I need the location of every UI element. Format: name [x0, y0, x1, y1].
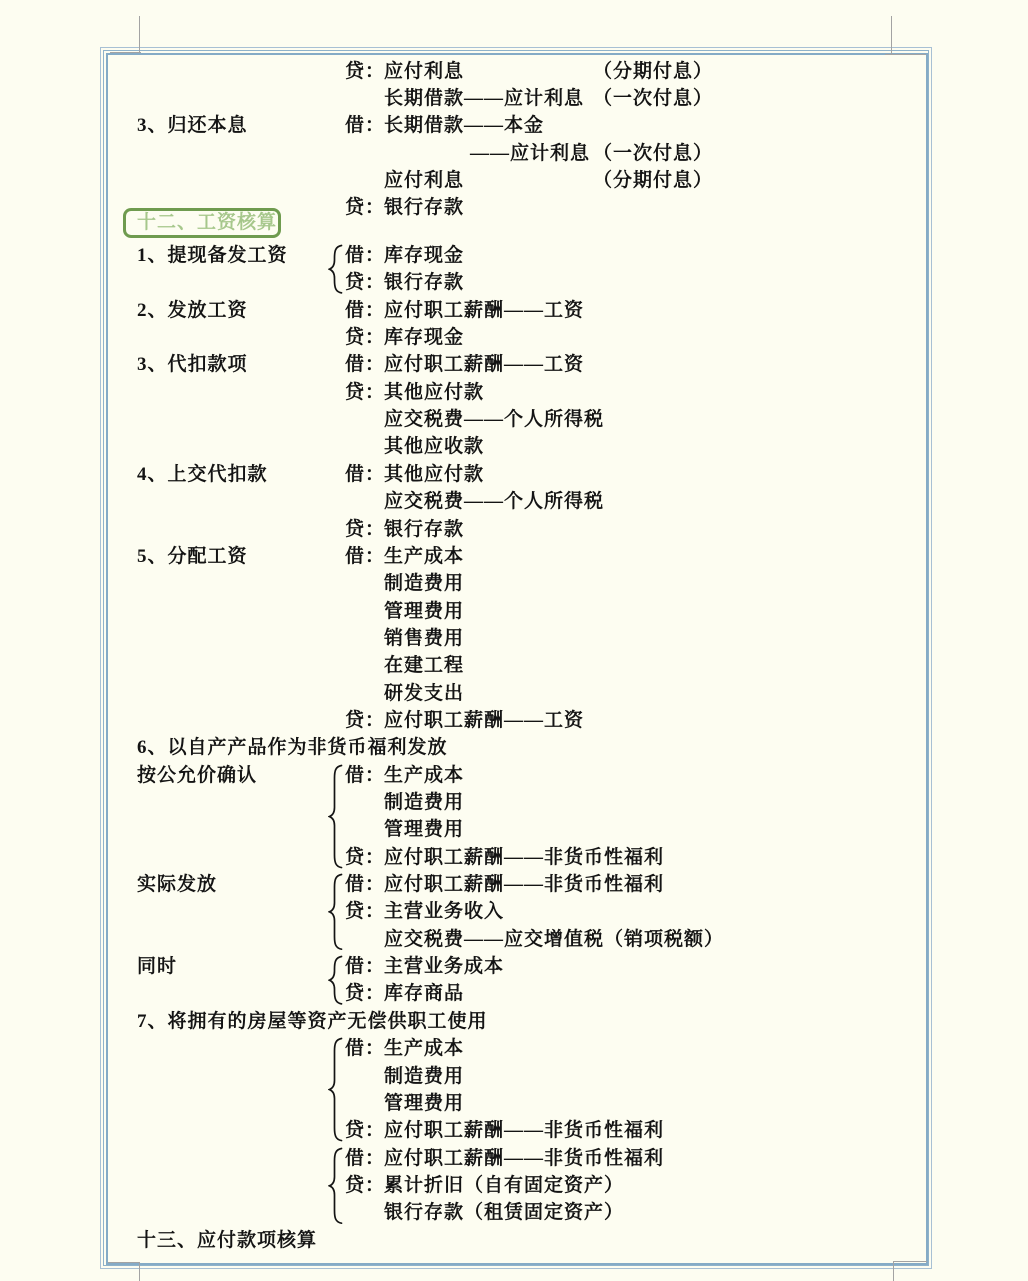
debit-credit-label: 借： — [345, 764, 386, 786]
account-name: 应付职工薪酬——非货币性福利 — [384, 846, 665, 868]
text-boundary-mark-tl-h — [110, 52, 141, 53]
journal-row — [0, 1172, 1028, 1199]
section-line-text: 6、以自产产品作为非货币福利发放 — [137, 737, 448, 759]
account-name: 库存现金 — [384, 245, 465, 266]
item-label: 1、提现备发工资 — [137, 245, 288, 266]
account-name: 研发支出 — [384, 682, 465, 704]
journal-row — [0, 543, 1028, 570]
journal-row — [0, 379, 1028, 406]
account-name: 应付利息 — [384, 60, 465, 82]
debit-credit-label: 借： — [345, 874, 386, 896]
account-name: 应交税费——个人所得税 — [384, 491, 605, 513]
interest-note: （分期付息） — [593, 60, 714, 82]
account-name: 其他应收款 — [384, 436, 485, 458]
debit-credit-label: 借： — [345, 354, 386, 376]
journal-row — [0, 844, 1028, 871]
account-name: 生产成本 — [384, 764, 465, 786]
item-label: 4、上交代扣款 — [137, 463, 268, 485]
text-boundary-mark-tr-v — [891, 16, 892, 54]
account-name: 管理费用 — [384, 1092, 465, 1114]
debit-credit-label: 借： — [345, 1147, 386, 1169]
debit-credit-label: 贷： — [345, 709, 386, 731]
debit-credit-label: 贷： — [345, 518, 386, 540]
account-name: 管理费用 — [384, 600, 465, 622]
account-name: 在建工程 — [384, 655, 465, 677]
account-name: 销售费用 — [384, 627, 465, 649]
debit-credit-label: 贷： — [345, 60, 386, 82]
journal-row — [0, 871, 1028, 898]
account-name: 应交税费——个人所得税 — [384, 409, 605, 431]
journal-row — [0, 680, 1028, 707]
journal-row — [0, 1117, 1028, 1144]
section-line-text: 7、将拥有的房屋等资产无偿供职工使用 — [137, 1010, 488, 1032]
account-name: 库存商品 — [384, 983, 465, 1005]
journal-row — [0, 1090, 1028, 1117]
account-name: 应付职工薪酬——工资 — [384, 709, 585, 731]
item-label: 3、归还本息 — [137, 115, 248, 137]
account-name: 银行存款 — [384, 518, 465, 540]
journal-row — [0, 652, 1028, 679]
account-name: 制造费用 — [384, 792, 465, 813]
interest-note: （一次付息） — [593, 142, 714, 164]
journal-row — [0, 762, 1028, 789]
account-name: 应付职工薪酬——非货币性福利 — [384, 874, 665, 896]
account-name: 应付职工薪酬——非货币性福利 — [384, 1120, 665, 1142]
brace-icon — [328, 1147, 344, 1225]
text-boundary-mark-tl-v — [139, 16, 140, 53]
journal-row — [0, 461, 1028, 488]
journal-row — [0, 58, 1028, 85]
journal-row — [0, 433, 1028, 460]
debit-credit-label: 贷： — [345, 197, 386, 219]
debit-credit-label: 贷： — [345, 983, 386, 1005]
journal-row — [0, 898, 1028, 925]
interest-note: （分期付息） — [593, 169, 714, 191]
journal-row — [0, 1035, 1028, 1062]
debit-credit-label: 贷： — [345, 1174, 386, 1196]
journal-row — [0, 112, 1028, 139]
journal-row — [0, 816, 1028, 843]
section-heading-text: 十二、工资核算 — [137, 212, 278, 233]
journal-row — [0, 1227, 1028, 1254]
account-name: 应付职工薪酬——工资 — [384, 354, 585, 376]
item-label: 按公允价确认 — [137, 764, 258, 786]
journal-row — [0, 598, 1028, 625]
debit-credit-label: 借： — [345, 245, 386, 266]
account-name: 管理费用 — [384, 819, 465, 841]
account-name: 应交税费——应交增值税（销项税额） — [384, 928, 725, 950]
account-name: 生产成本 — [384, 545, 465, 567]
account-name: 制造费用 — [384, 1065, 465, 1087]
debit-credit-label: 贷： — [345, 272, 386, 294]
journal-row — [0, 1145, 1028, 1172]
account-name: 累计折旧（自有固定资产） — [384, 1174, 625, 1196]
journal-row — [0, 269, 1028, 296]
journal-row — [0, 516, 1028, 543]
journal-row — [0, 297, 1028, 324]
debit-credit-label: 借： — [345, 1038, 386, 1060]
debit-credit-label: 贷： — [345, 901, 386, 923]
journal-row — [0, 570, 1028, 597]
journal-row — [0, 324, 1028, 351]
section-line-text: 十三、应付款项核算 — [137, 1229, 318, 1251]
debit-credit-label: 借： — [345, 956, 386, 978]
brace-icon — [328, 955, 344, 1006]
debit-credit-label: 借： — [345, 115, 386, 137]
journal-row — [0, 980, 1028, 1007]
debit-credit-label: 贷： — [345, 327, 386, 349]
brace-icon — [328, 873, 344, 951]
account-name: 库存现金 — [384, 327, 465, 349]
item-label: 3、代扣款项 — [137, 354, 248, 376]
journal-row — [0, 1063, 1028, 1090]
journal-row — [0, 85, 1028, 112]
text-boundary-mark-bl-h — [108, 1262, 140, 1263]
debit-credit-label: 借： — [345, 299, 386, 321]
item-label: 2、发放工资 — [137, 299, 248, 321]
journal-row — [0, 734, 1028, 761]
journal-row — [0, 140, 1028, 167]
account-name: 银行存款 — [384, 272, 465, 294]
journal-row — [0, 1008, 1028, 1035]
account-name: ——应计利息 — [470, 142, 591, 164]
account-name: 应付职工薪酬——工资 — [384, 299, 585, 321]
journal-row — [0, 1199, 1028, 1226]
journal-row — [0, 707, 1028, 734]
debit-credit-label: 贷： — [345, 381, 386, 403]
account-name: 长期借款——本金 — [384, 115, 545, 137]
account-name: 应付职工薪酬——非货币性福利 — [384, 1147, 665, 1169]
interest-note: （一次付息） — [593, 87, 714, 109]
account-name: 主营业务收入 — [384, 901, 505, 923]
item-label: 同时 — [137, 956, 178, 978]
journal-row — [0, 351, 1028, 378]
debit-credit-label: 借： — [345, 545, 386, 567]
item-label: 实际发放 — [137, 874, 218, 896]
account-name: 生产成本 — [384, 1038, 465, 1060]
journal-row — [0, 926, 1028, 953]
text-boundary-mark-bl-v — [139, 1262, 140, 1281]
brace-icon — [328, 244, 344, 295]
journal-row — [0, 167, 1028, 194]
section-heading-box — [123, 208, 281, 238]
account-name: 制造费用 — [384, 573, 465, 595]
journal-row — [0, 625, 1028, 652]
journal-row — [0, 242, 1028, 269]
account-name: 其他应付款 — [384, 381, 485, 403]
item-label: 5、分配工资 — [137, 545, 248, 567]
journal-row — [0, 406, 1028, 433]
debit-credit-label: 借： — [345, 463, 386, 485]
account-name: 长期借款——应计利息 — [384, 87, 585, 109]
text-boundary-mark-br-h — [893, 1261, 927, 1262]
text-boundary-mark-tr-h — [885, 54, 926, 55]
account-name: 银行存款 — [384, 197, 465, 219]
text-boundary-mark-br-v — [893, 1261, 894, 1281]
account-name: 其他应付款 — [384, 463, 485, 485]
brace-icon — [328, 764, 344, 870]
journal-row — [0, 953, 1028, 980]
account-name: 应付利息 — [384, 169, 465, 191]
account-name: 银行存款（租赁固定资产） — [384, 1202, 625, 1224]
debit-credit-label: 贷： — [345, 1120, 386, 1142]
account-name: 主营业务成本 — [384, 956, 505, 978]
journal-row — [0, 488, 1028, 515]
journal-row — [0, 789, 1028, 816]
brace-icon — [328, 1037, 344, 1143]
debit-credit-label: 贷： — [345, 846, 386, 868]
